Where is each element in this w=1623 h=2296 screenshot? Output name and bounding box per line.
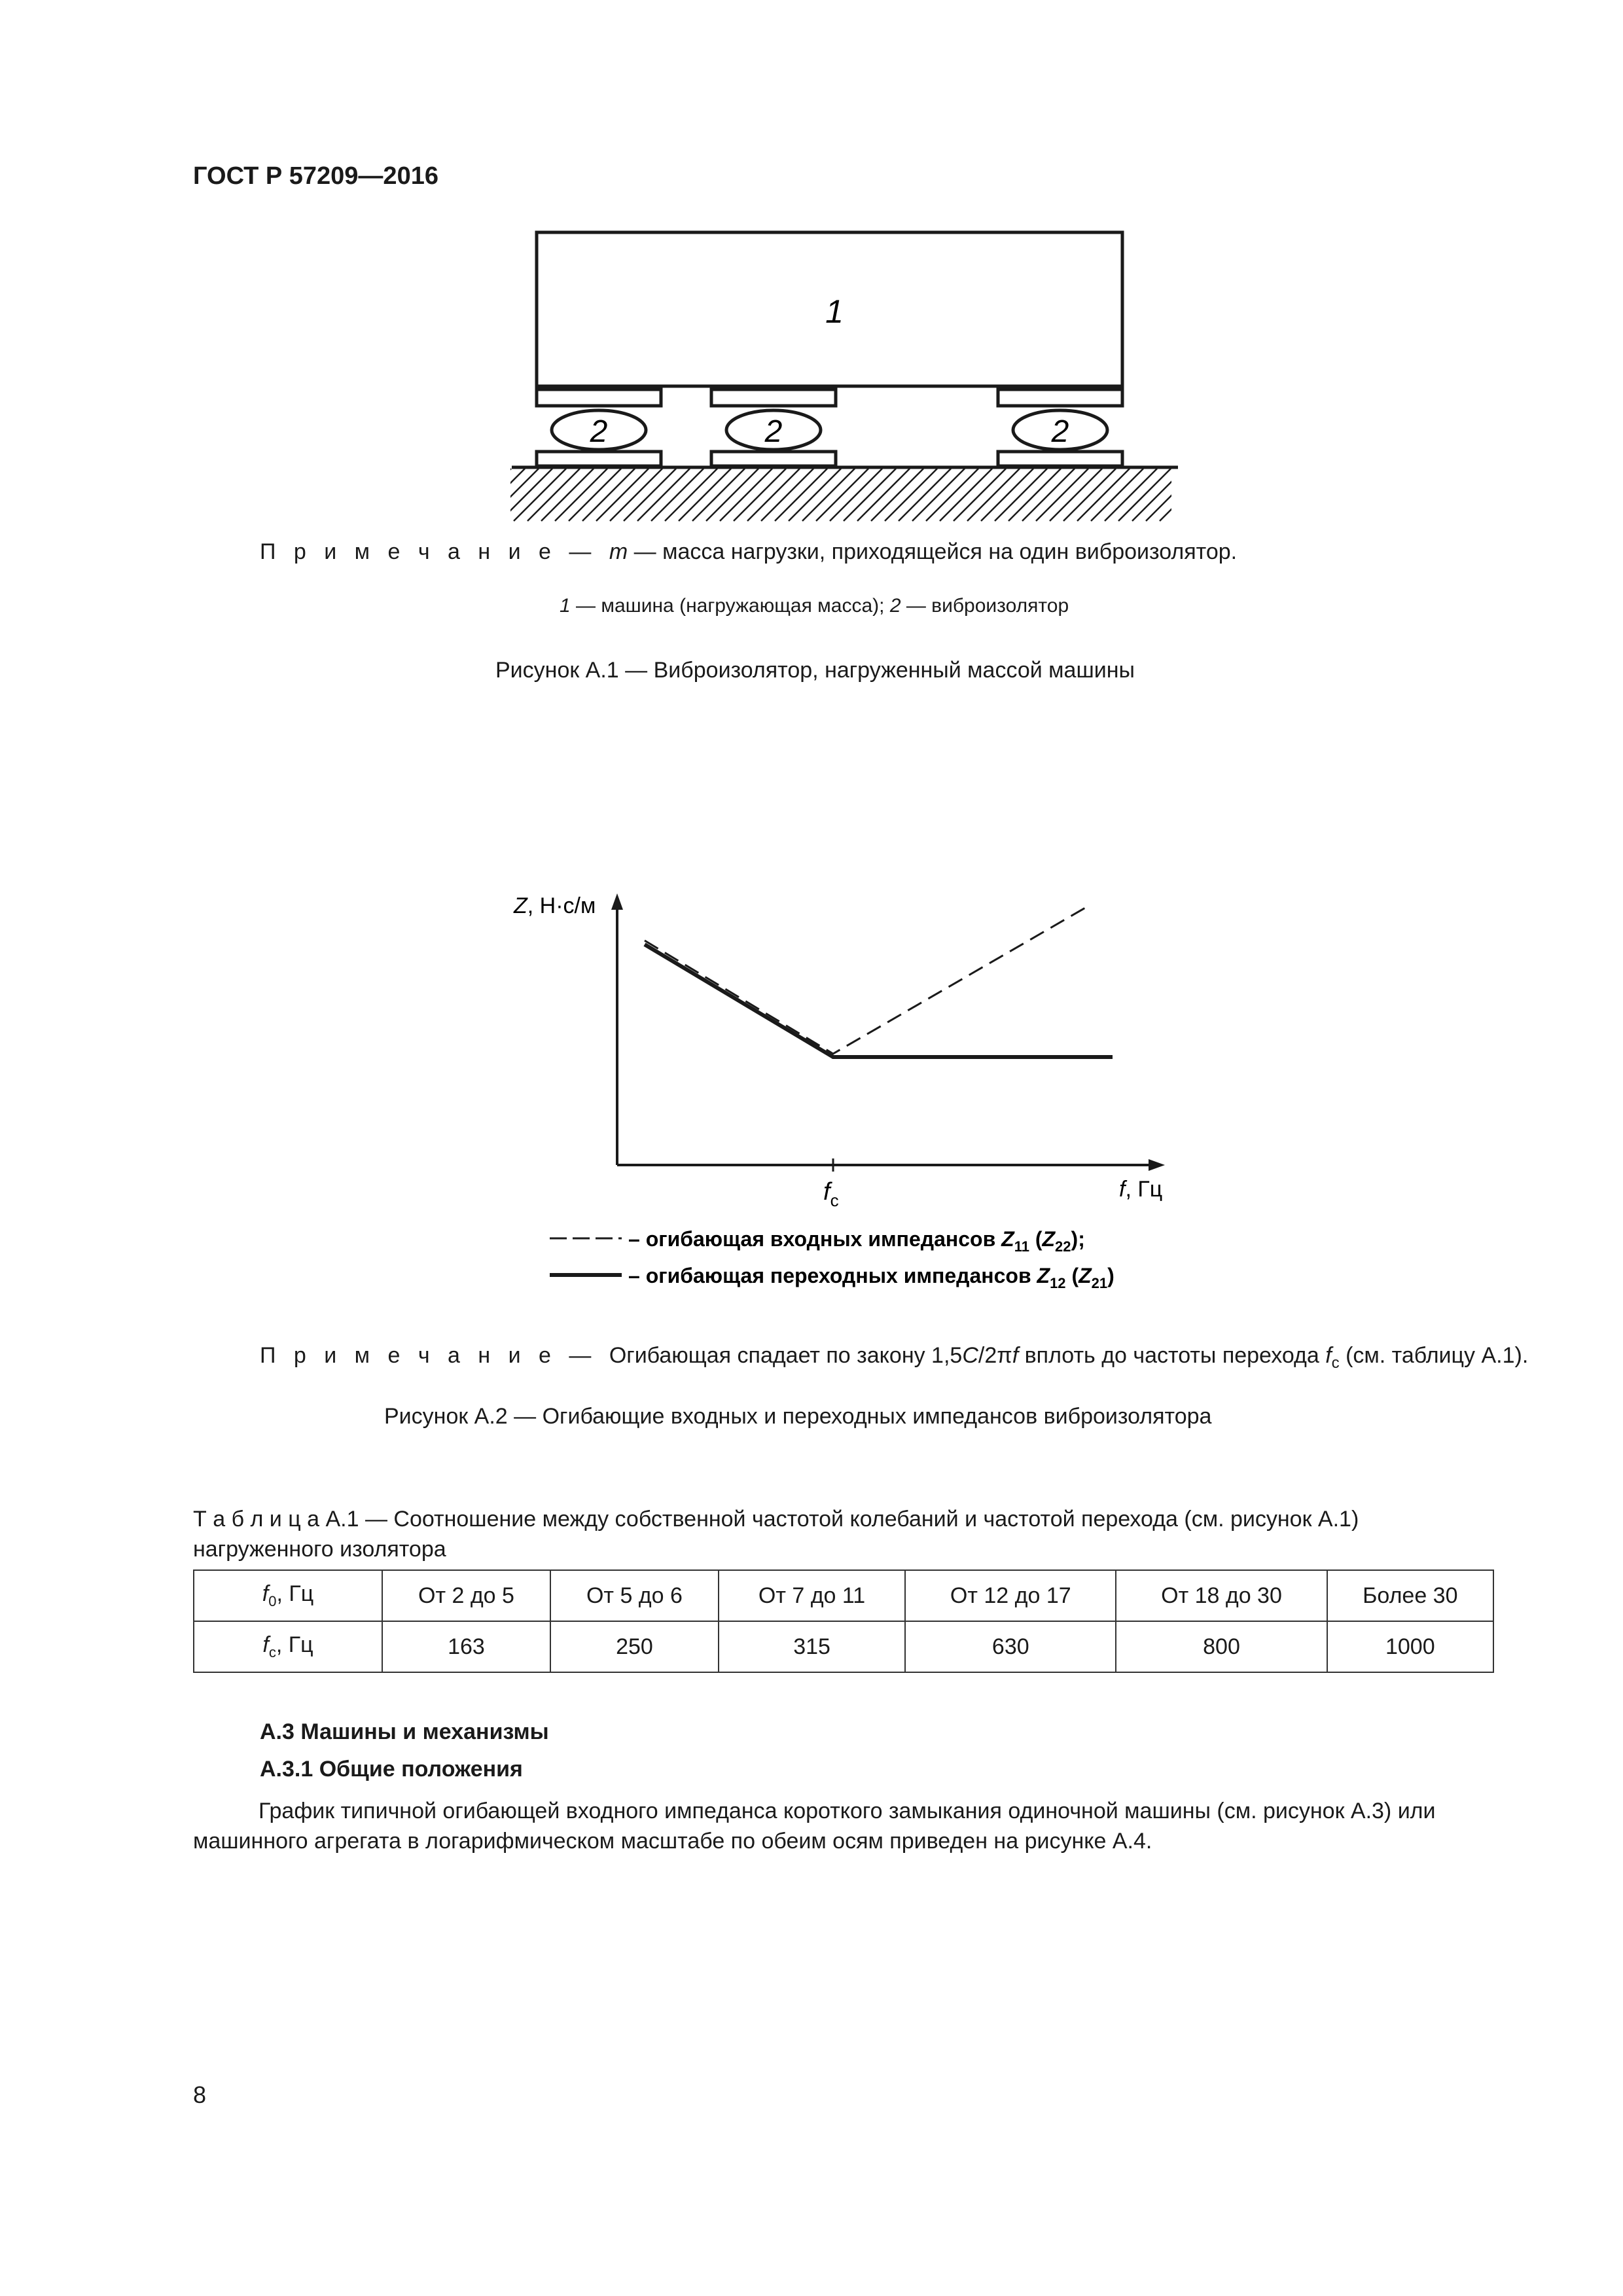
figure-a1-drawing [497, 226, 1191, 527]
hatch-line [1077, 469, 1130, 521]
hatch-line [720, 469, 772, 521]
note-text: Огибающая спадает по закону 1,5C/2πf вплоть до частоты перехода $f_c$ (см. таблицу А.1). [609, 1343, 1529, 1372]
page-number: 8 [193, 2081, 207, 2108]
hatch-line [651, 469, 704, 521]
legend-solid-text: – огибающая переходных импедансов $Z_{12}$ $(Z_{21})$ [628, 1264, 1115, 1291]
hatch-line [912, 469, 965, 521]
isolator-label: 2 [1051, 414, 1069, 449]
hatch-line [871, 469, 923, 521]
x-axis-arrow [1149, 1159, 1165, 1171]
hatch-line [500, 469, 552, 521]
legend-text: — машина (нагружающая масса); [570, 595, 890, 617]
hatch-line [665, 469, 717, 521]
hatch-line [637, 469, 690, 521]
hatch-line [885, 469, 937, 521]
hatch-line [706, 469, 758, 521]
table-cell: От 2 до 5 [382, 1570, 550, 1621]
note-symbol: m [609, 539, 628, 564]
isolator-bottom-plate [537, 452, 661, 466]
hatch-line [1118, 469, 1171, 521]
hatch-line [981, 469, 1033, 521]
figure-a1-caption: Рисунок А.1 — Виброизолятор, нагруженный массой машины [495, 658, 1135, 683]
hatch-line [1036, 469, 1088, 521]
isolator-top-plate [711, 389, 836, 406]
y-axis-label: Z, Н·с/м [514, 893, 596, 918]
hatch-line [844, 469, 896, 521]
hatch-line [954, 469, 1006, 521]
hatch-line [926, 469, 978, 521]
table-cell: От 12 до 17 [905, 1570, 1116, 1621]
hatch-line [940, 469, 992, 521]
hatch-line [1063, 469, 1116, 521]
hatch-line [1008, 469, 1061, 521]
hatch-line [692, 469, 745, 521]
x-tick-label-fc: $f_c$ [823, 1178, 839, 1210]
hatch-line [541, 469, 594, 521]
hatch-line [775, 469, 827, 521]
hatch-line [555, 469, 607, 521]
hatch-line [734, 469, 786, 521]
table-title: Т а б л и ц а А.1 — Соотношение между собственной частотой колебаний и частотой перехода (см. рисунок А.1) нагруженного изолятора [193, 1507, 1359, 1562]
hatch-line [596, 469, 649, 521]
isolator-bottom-plate [711, 452, 836, 466]
hatch-line [967, 469, 1020, 521]
table-cell: От 5 до 6 [550, 1570, 719, 1621]
isolator-top-plate [998, 389, 1122, 406]
figure-a1-legend [560, 595, 1069, 617]
note-prefix: П р и м е ч а н и е — [260, 1343, 609, 1368]
hatch-line [995, 469, 1047, 521]
table-cell: 630 [905, 1621, 1116, 1672]
isolator-bottom-plate [998, 452, 1122, 466]
hatch-line [1022, 469, 1075, 521]
hatch-line [830, 469, 882, 521]
hatch-line [816, 469, 868, 521]
row-header: $f_c$, Гц [194, 1621, 382, 1672]
table-cell: 163 [382, 1621, 550, 1672]
note-text: — масса нагрузки, приходящейся на один виброизолятор. [628, 539, 1238, 564]
table-row [194, 1570, 1493, 1621]
section-heading: А.3 Машины и механизмы [260, 1719, 549, 1744]
machine-label: 1 [825, 293, 844, 330]
table-cell: Более 30 [1327, 1570, 1493, 1621]
hatch-line [1091, 469, 1143, 521]
legend-dashed-text: – огибающая входных импедансов $Z_{11}$ $(Z_{22})$; [628, 1227, 1085, 1255]
figure-a2-legend [543, 1223, 1198, 1295]
y-axis-arrow [611, 893, 623, 910]
hatch-line [1050, 469, 1102, 521]
figure-a2-caption: Рисунок А.2 — Огибающие входных и переходных импедансов виброизолятора [384, 1404, 1212, 1429]
transfer-impedance-envelope [645, 944, 1113, 1057]
hatch-line [1132, 469, 1185, 521]
hatch-line [899, 469, 951, 521]
table-cell: 800 [1116, 1621, 1327, 1672]
isolator-label: 2 [590, 414, 608, 449]
hatch-line [569, 469, 621, 521]
hatch-line [802, 469, 855, 521]
legend-text: — виброизолятор [901, 595, 1069, 617]
hatch-line [582, 469, 635, 521]
figure-a2-graph [510, 884, 1191, 1276]
subsection-heading: А.3.1 Общие положения [260, 1757, 523, 1782]
hatch-line [761, 469, 813, 521]
hatch-line [497, 469, 511, 521]
hatch-line [747, 469, 800, 521]
body-paragraph: График типичной огибающей входного импеданса короткого замыкания одиночной машины (см. рисунок А.3) или машинного агрегата в логарифмическом масштабе по обеим осям приведен на рисунке А.4. [193, 1799, 1436, 1854]
hatch-line [624, 469, 676, 521]
hatch-line [789, 469, 841, 521]
hatch-line [514, 469, 566, 521]
input-impedance-envelope [645, 907, 1086, 1054]
isolator-top-plate [537, 389, 661, 406]
isolator-label: 2 [764, 414, 783, 449]
hatch-line [857, 469, 910, 521]
legend-number: 1 [560, 595, 571, 617]
frequency-table [193, 1570, 1494, 1673]
hatch-line [527, 469, 580, 521]
ground-hatching [497, 469, 1191, 521]
hatch-line [1160, 469, 1191, 521]
hatch-line [1173, 469, 1191, 521]
hatch-line [1105, 469, 1157, 521]
x-axis-label: f, Гц [1119, 1177, 1163, 1202]
table-cell: 250 [550, 1621, 719, 1672]
table-cell: 315 [719, 1621, 905, 1672]
row-header: $f_0$, Гц [194, 1570, 382, 1621]
document-header: ГОСТ Р 57209—2016 [193, 162, 438, 190]
hatch-line [610, 469, 662, 521]
table-cell: От 7 до 11 [719, 1570, 905, 1621]
table-row [194, 1621, 1493, 1672]
figure-a1-note [260, 539, 1237, 565]
table-cell: 1000 [1327, 1621, 1493, 1672]
figure-a2-note [260, 1343, 1528, 1372]
hatch-line [679, 469, 731, 521]
legend-number: 2 [889, 595, 901, 617]
table-cell: От 18 до 30 [1116, 1570, 1327, 1621]
note-prefix: П р и м е ч а н и е — [260, 539, 609, 564]
